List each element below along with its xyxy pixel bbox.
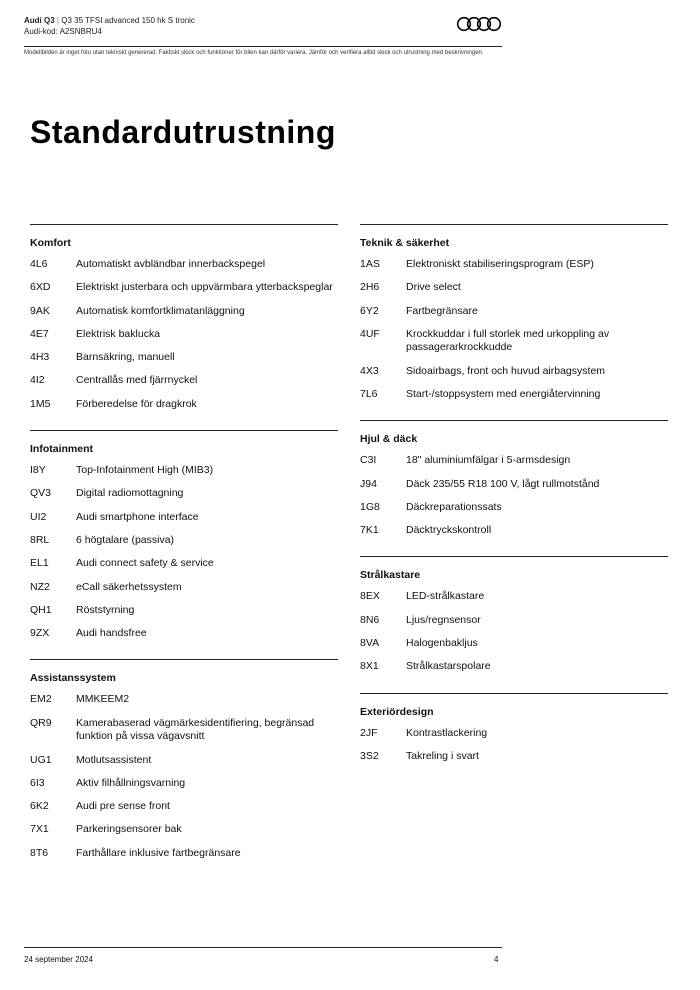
equipment-item: [30, 717, 338, 744]
equipment-label: Kamerabaserad vägmärkesidentifiering, begränsad funktion på vissa vägavsnitt: [76, 716, 315, 743]
equipment-label: Drive select: [406, 281, 461, 294]
equipment-label: 18" aluminiumfälgar i 5-armsdesign: [406, 454, 571, 467]
equipment-item: [360, 614, 668, 628]
equipment-label: Däck 235/55 R18 100 V, lågt rullmotstånd: [406, 477, 600, 490]
equipment-code: 8X1: [360, 660, 379, 673]
section-title: Exteriördesign: [360, 705, 434, 718]
equipment-item: [360, 750, 668, 764]
disclaimer-text: Modellbilden är inget foto utan tekniskt genererad. Faktiskt skick och funktioner för bilen kan därför variera. Jämför och verifiera alltid skick och utrustning med beskrivningen.: [24, 50, 484, 56]
equipment-label: Takreling i svart: [406, 749, 479, 762]
equipment-code: 4X3: [360, 364, 379, 377]
equipment-item: [30, 534, 338, 548]
equipment-section: [30, 430, 338, 659]
equipment-code: 8VA: [360, 637, 380, 650]
section-title: Strålkastare: [360, 569, 421, 582]
equipment-label: Barnsäkring, manuell: [76, 351, 175, 364]
equipment-label: Ljus/regnsensor: [406, 613, 481, 626]
equipment-code: 7X1: [30, 823, 49, 836]
equipment-label: Fartbegränsare: [406, 304, 478, 317]
equipment-item: [360, 727, 668, 741]
equipment-code: 4H3: [30, 351, 50, 364]
audi-code: Audi-kod: A2SNBRU4: [24, 27, 102, 36]
equipment-item: [30, 847, 338, 861]
equipment-code: 9ZX: [30, 627, 50, 640]
equipment-item: [30, 328, 338, 342]
equipment-item: [30, 258, 338, 272]
equipment-code: QR9: [30, 716, 52, 729]
equipment-label: 6 högtalare (passiva): [76, 533, 175, 546]
equipment-code: 4I2: [30, 374, 45, 387]
equipment-item: [360, 328, 668, 355]
equipment-label: Automatisk komfortklimatanläggning: [76, 304, 245, 317]
equipment-label: Halogenbakljus: [406, 637, 478, 650]
equipment-item: [30, 487, 338, 501]
equipment-item: [360, 660, 668, 674]
equipment-code: 9AK: [30, 304, 50, 317]
equipment-item: [360, 258, 668, 272]
equipment-section: [360, 693, 668, 783]
equipment-code: 8T6: [30, 846, 49, 859]
equipment-item: [30, 604, 338, 618]
equipment-code: C3I: [360, 454, 377, 467]
equipment-code: 1AS: [360, 258, 380, 270]
equipment-code: QV3: [30, 487, 52, 500]
equipment-label: MMKEEM2: [76, 693, 130, 706]
equipment-code: 1G8: [360, 500, 380, 513]
equipment-item: [30, 398, 338, 412]
left-column: [30, 224, 338, 879]
equipment-section: [30, 224, 338, 430]
equipment-code: 2JF: [360, 726, 378, 739]
equipment-code: EL1: [30, 557, 49, 570]
equipment-code: 6XD: [30, 281, 51, 294]
equipment-code: QH1: [30, 603, 52, 616]
equipment-item: [30, 464, 338, 478]
equipment-label: Strålkastarspolare: [406, 660, 491, 673]
equipment-label: Elektriskt justerbara och uppvärmbara ytterbackspeglar: [76, 281, 333, 294]
equipment-item: [30, 581, 338, 595]
equipment-label: Aktiv filhållningsvarning: [76, 776, 186, 789]
equipment-label: Start-/stoppsystem med energiåtervinning: [406, 387, 601, 400]
equipment-code: 8N6: [360, 613, 380, 626]
equipment-code: I8Y: [30, 464, 46, 477]
equipment-label: Däckreparationssats: [406, 500, 502, 513]
equipment-label: Top-Infotainment High (MIB3): [76, 464, 214, 477]
section-title: Infotainment: [30, 443, 93, 456]
equipment-item: [360, 365, 668, 379]
equipment-label: Farthållare inklusive fartbegränsare: [76, 846, 241, 859]
equipment-item: [30, 511, 338, 525]
equipment-code: 6K2: [30, 800, 49, 813]
equipment-code: 4E7: [30, 327, 49, 340]
equipment-code: 7L6: [360, 387, 378, 400]
footer-divider: [24, 947, 502, 948]
equipment-item: [30, 754, 338, 768]
equipment-label: Centrallås med fjärrnyckel: [76, 374, 198, 387]
section-title: Hjul & däck: [360, 433, 418, 446]
equipment-item: [360, 501, 668, 515]
equipment-code: 4L6: [30, 258, 48, 270]
equipment-code: 2H6: [360, 281, 380, 294]
equipment-label: Förberedelse för dragkrok: [76, 397, 197, 410]
equipment-code: 4UF: [360, 327, 380, 340]
equipment-code: UG1: [30, 753, 52, 766]
equipment-label: eCall säkerhetssystem: [76, 580, 182, 593]
model-name: Audi Q3: [24, 16, 55, 25]
equipment-label: Digital radiomottagning: [76, 487, 184, 500]
equipment-code: 7K1: [360, 524, 379, 537]
equipment-section: [30, 659, 338, 879]
equipment-item: [30, 281, 338, 295]
equipment-code: 6I3: [30, 776, 45, 789]
footer-date: 24 september 2024: [24, 955, 93, 964]
equipment-label: LED-strålkastare: [406, 590, 485, 603]
equipment-item: [30, 777, 338, 791]
equipment-label: Sidoairbags, front och huvud airbagsystem: [406, 364, 606, 377]
equipment-label: Audi pre sense front: [76, 800, 170, 813]
equipment-label: Kontrastlackering: [406, 726, 488, 739]
equipment-item: [30, 693, 338, 707]
equipment-label: Krockkuddar i full storlek med urkoppling av passagerarkrockkudde: [406, 327, 610, 354]
equipment-code: J94: [360, 477, 377, 490]
equipment-item: [30, 374, 338, 388]
equipment-label: Elektroniskt stabiliseringsprogram (ESP): [406, 258, 594, 270]
equipment-item: [360, 478, 668, 492]
equipment-code: 8RL: [30, 533, 50, 546]
equipment-label: Däcktryckskontroll: [406, 524, 492, 537]
equipment-label: Elektrisk baklucka: [76, 327, 161, 340]
equipment-item: [360, 524, 668, 538]
equipment-code: EM2: [30, 693, 52, 706]
model-separator: |: [56, 16, 59, 25]
model-line: [24, 15, 502, 26]
section-title: Assistanssystem: [30, 672, 116, 685]
section-title: Teknik & säkerhet: [360, 237, 450, 249]
equipment-item: [30, 305, 338, 319]
equipment-code: 6Y2: [360, 304, 379, 317]
equipment-label: Parkeringsensorer bak: [76, 823, 182, 836]
equipment-label: Motlutsassistent: [76, 753, 152, 766]
equipment-item: [360, 281, 668, 295]
equipment-label: Audi smartphone interface: [76, 510, 199, 523]
section-title: Komfort: [30, 237, 71, 249]
document-header: [24, 15, 502, 37]
page-number: 4: [494, 955, 499, 964]
equipment-label: Audi connect safety & service: [76, 557, 214, 570]
equipment-item: [360, 305, 668, 319]
equipment-code: 3S2: [360, 749, 379, 762]
equipment-item: [30, 800, 338, 814]
equipment-item: [360, 454, 668, 468]
equipment-code: 8EX: [360, 590, 380, 603]
equipment-item: [30, 351, 338, 365]
right-column: [360, 224, 668, 782]
equipment-section: [360, 420, 668, 556]
page-title: Standardutrustning: [30, 114, 336, 150]
model-variant: Q3 35 TFSI advanced 150 hk S tronic: [61, 16, 195, 25]
equipment-item: [360, 637, 668, 651]
equipment-item: [30, 627, 338, 641]
equipment-label: Automatiskt avbländbar innerbackspegel: [76, 258, 266, 270]
equipment-item: [360, 388, 668, 402]
equipment-label: Röststyrning: [76, 603, 135, 616]
equipment-code: 1M5: [30, 397, 51, 410]
equipment-code: UI2: [30, 510, 47, 523]
header-divider: [24, 46, 502, 47]
equipment-section: [360, 556, 668, 692]
equipment-item: [360, 590, 668, 604]
equipment-label: Audi handsfree: [76, 627, 147, 640]
audi-rings-logo-icon: [456, 16, 502, 32]
equipment-item: [30, 557, 338, 571]
equipment-item: [30, 823, 338, 837]
equipment-code: NZ2: [30, 580, 50, 593]
equipment-section: [360, 224, 668, 420]
